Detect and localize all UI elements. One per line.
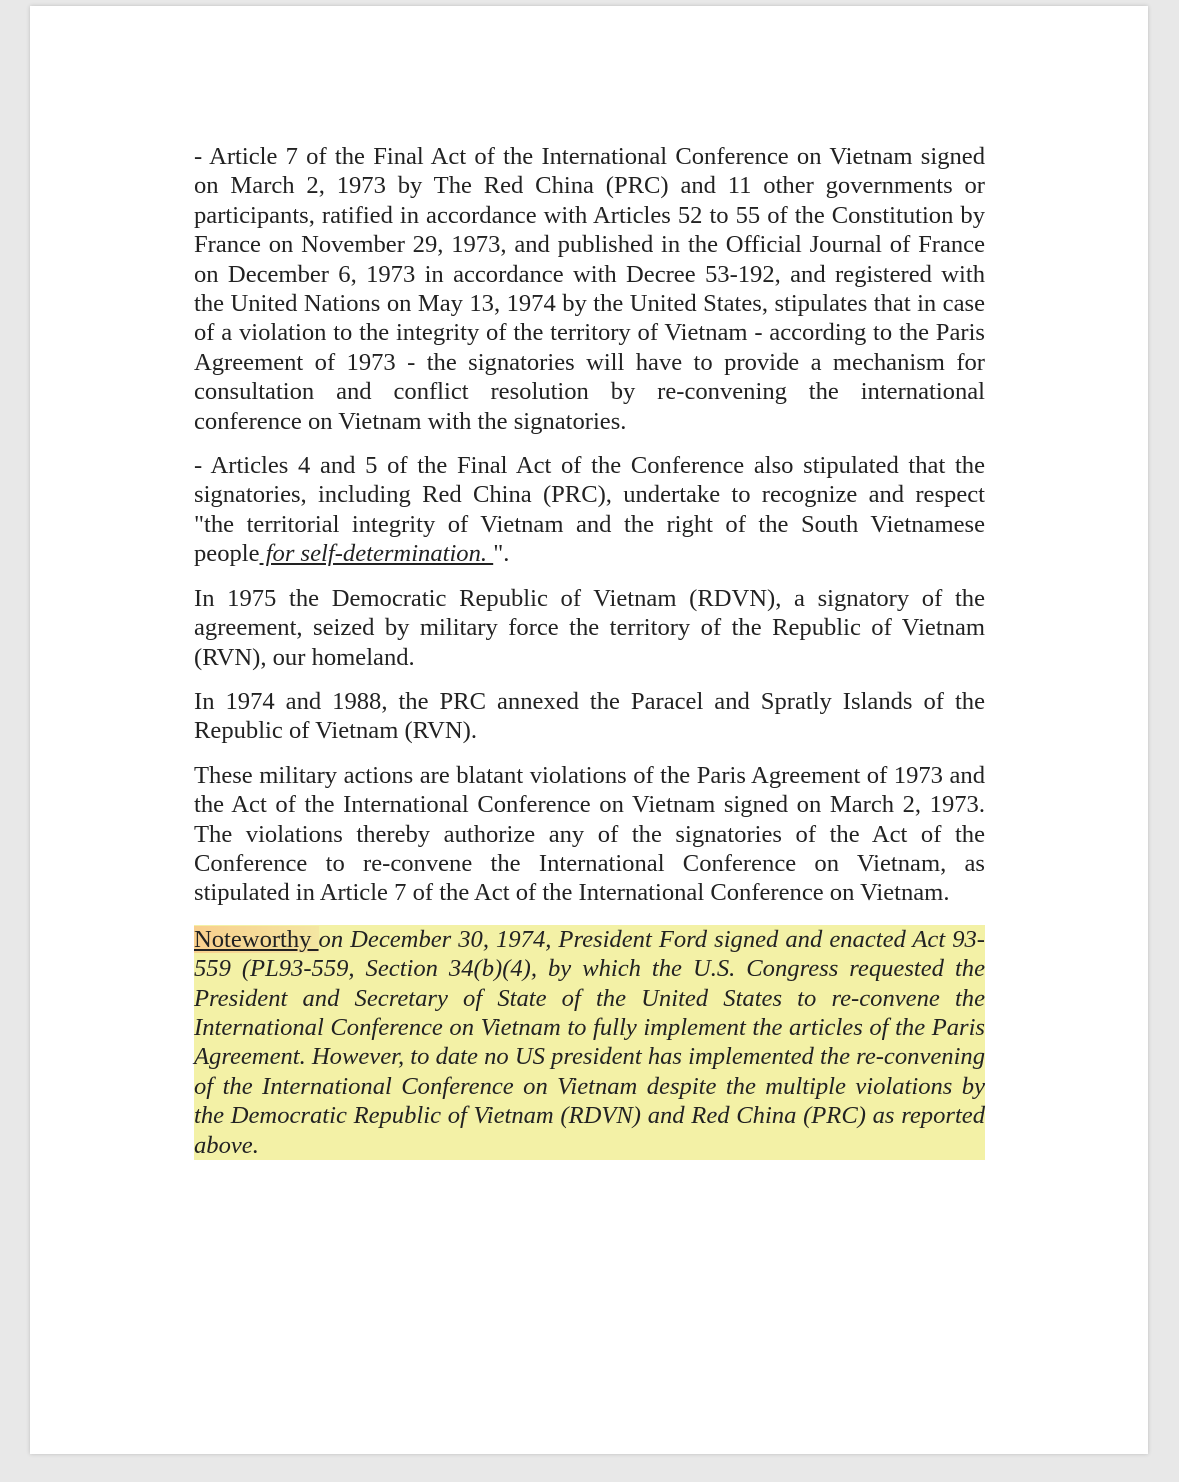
noteworthy-label: Noteworthy xyxy=(194,925,319,953)
articles-4-5-closing: ". xyxy=(493,540,510,568)
articles-4-5-text: - Articles 4 and 5 of the Final Act of the Conference also stipulated that the signatories, including Red China (PRC), undertake to recognize and respect "the territorial integrity of Vietnam and the right of the South Vietnamese people xyxy=(194,452,985,568)
page-content xyxy=(194,142,985,1175)
noteworthy-text: on December 30, 1974, President Ford signed and enacted Act 93-559 (PL93-559, Section 34(b)(4), by which the U.S. Congress requested the President and Secretary of State of the United States to re-convene the International Conference on Vietnam to fully implement the articles of the Paris Agreement. However, to date no US president has implemented the re-convening of the International Conference on Vietnam despite the multiple violations by the Democratic Republic of Vietnam (RDVN) and Red China (PRC) as reported above. xyxy=(194,925,985,1159)
paragraph-1975-seizure: In 1975 the Democratic Republic of Vietnam (RDVN), a signatory of the agreement, seized by military force the territory of the Republic of Vietnam (RVN), our homeland. xyxy=(194,584,985,671)
paragraph-noteworthy-highlighted xyxy=(194,925,985,1160)
document-page xyxy=(30,6,1148,1454)
paragraph-article-7: - Article 7 of the Final Act of the International Conference on Vietnam signed on March 2, 1973 by The Red China (PRC) and 11 other governments or participants, ratified in accordance with Articles 52 to 55 of the Constitution by France on November 29, 1973, and published in the Official Journal of France on December 6, 1973 in accordance with Decree 53-192, and registered with the United Nations on May 13, 1974 by the United States, stipulates that in case of a violation to the integrity of the territory of Vietnam - according to the Paris Agreement of 1973 - the signatories will have to provide a mechanism for consultation and conflict resolution by re-convening the international conference on Vietnam with the signatories. xyxy=(194,143,985,435)
paragraph-articles-4-5 xyxy=(194,451,985,569)
paragraph-islands-annexation: In 1974 and 1988, the PRC annexed the Paracel and Spratly Islands of the Republic of Vietnam (RVN). xyxy=(194,687,985,745)
paragraph-violations: These military actions are blatant violations of the Paris Agreement of 1973 and the Act of the International Conference on Vietnam signed on March 2, 1973. The violations thereby authorize any of the signatories of the Act of the Conference to re-convene the International Conference on Vietnam, as stipulated in Article 7 of the Act of the International Conference on Vietnam. xyxy=(194,761,985,907)
self-determination-emphasis: for self-determination. xyxy=(259,540,494,568)
